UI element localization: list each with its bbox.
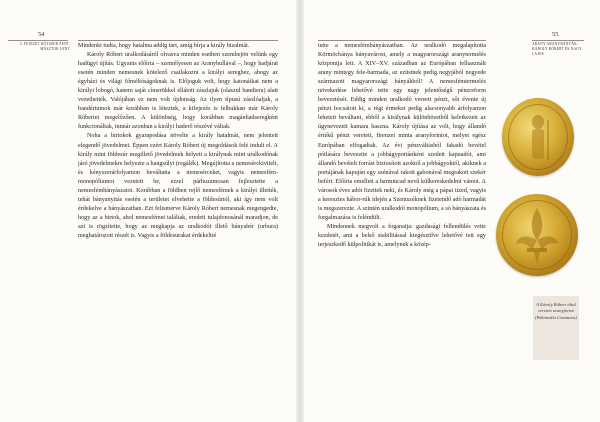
left-text-rule [78, 40, 278, 41]
right-side-rule [532, 40, 584, 41]
book-gutter [296, 0, 304, 422]
saint-figure-icon [502, 98, 574, 176]
right-paragraph-1: tette a nemesfémbányászatban. Az uralkodó megalapította Körmöcbánya bányavárost, amely a magyarországi aranytermelés központja lett. A XIV–XV. században az Európában felhasznált arany mintegy fele-harmada, az ezüstnek pedig negyjából negyede származott magyarországi bányákból! A nemesfémtermelés növekedése lehetővé tette egy nagy jelentőségű pénzreform bevezetését. Eddig minden uralkodó vereett pénzt, sőt évente új pénzt bocsátott ki, a régi érmeket pedig alacsonyabb árfolyamon lehetett beváltani, ebből a királynak különbözetből keletkezett az úgynevezett kamara haszna. Károly újítása az volt, hogy állandó értékű pénzt veretett, firenzei minta aranyforintot, melyet egész Európában elfogadtak. Az évi pénzváltásból fakadó bevétel pótlására bevezette a jobbágyportánként szedett kapuadót, ami állandó bevételt forrást biztosított azoktól a jobbágyoktól, akiknek a portájának kapuján egy szénával rakott gabonával megrakott szekér befért. Előírta emellett a harmincad nevű külkereskedelmi vámot. A városok éves adót fizettek neki, és Károly még a pápai tized, vagyis a keresztes hábor-rúk idején a Szentszéknek fizetendő adó harmadát is megszerezte. A szintén uralkodói monopólium, a só bányászata és forgalmazása is feléndült. [318, 43, 486, 221]
right-side-heading: ARANY ARANYBÁNYÁK: KÁROLY RÓBERT ÉS NAGY LAJOS [532, 42, 582, 56]
right-paragraph-2: Mindennek megvolt a foganatja: gazdasági fellendülés vette kezdetét, ami a belső stabilitással kiegészülve lehetővé tett egy terjeszkedő külpolitikát is, amelynek a közép- [318, 223, 486, 249]
left-paragraph-2: Károly Róbert uralkodásáról olvasva minden esetben szembejön velünk egy hadügyi újítás. Ugyanis előírta – személyesen az Aranybullával –, hogy hadjárat esetén minden nemesnek kötelező csatlakozni a királyi sereghez, ahogy az égyházi és világi főméltóságoknak is. Előjoguk volt, hogy katonáikat nem a királyi lobogó, hanem saját címerükkel ellátott zászlajuk (olaszul bandiera) alatt vezethették. Valójában ez nem volt újdonság. Az ilyen típusú zászlóaljak, a bandériumok már korábban is léteztek, a kifejezés is felbukkan már Károly Róbertet megelőzően. A különbség, hogy korábban magánhadseregként funkcionáltak, innnár azonban a királyi haderő részévé váltak. [78, 52, 278, 131]
left-text-column [78, 42, 278, 241]
left-paragraph-1: Mindenki tudta, hogy hatalma addig tart, amíg bírja a király bizalmát. [78, 43, 250, 49]
left-side-heading: 3. FEJEZET KÖTSZER FENT, MÁSZTOK LENT [19, 42, 70, 51]
right-page-number: 55 [552, 31, 559, 38]
left-page-number: 54 [38, 31, 45, 38]
left-paragraph-3: Noha a birtokok gyarapodása növelte a király hatalmát, nem jelentett elegendő jövedelmet. Éppen ezért Károly Róbert új megoldások felé indult el. A király mint földesúr megillető jövedelmek helyett a királynak mint uralkodónak járó jövedelmekre helyezte a hangsúlyt (regálék). Megújította a nemesérckivitelt, és kényszerárfolyamon beváltatta a nemesérceket, vagyis nemesfém-monopóliumot vezetett be, ezzel párhuzamosan fejlesztette a nemesfémbányászatot. Korábban a földben rejlő nemesfémek a királyt illették, tehát bányanyitás esetén a területet elvehette a földesúrtól, aki így nem volt érdekelve a bányászatban. Ezt felismerve Károly Róbert nemesnak megengedte, hogy az a birtok, ahol nemesfémet találtak, eredeti tulajdonosánál maradjon, de azt is rögzítette, hogy az megkapja az uralkodót illető bányabér (urbura) meghatározott részét is. Vagyis a földesurakat érdekeltté [78, 133, 278, 239]
gold-florin-obverse-image [502, 98, 574, 176]
coin-caption: A Károly Róbert által veretett aranyforint (Wikimedia Commons) [533, 296, 579, 360]
left-side-rule [8, 40, 68, 41]
right-text-column [318, 42, 486, 250]
gold-florin-reverse-image [496, 194, 578, 276]
fleur-de-lis-icon [496, 194, 578, 276]
right-text-rule [318, 40, 486, 41]
